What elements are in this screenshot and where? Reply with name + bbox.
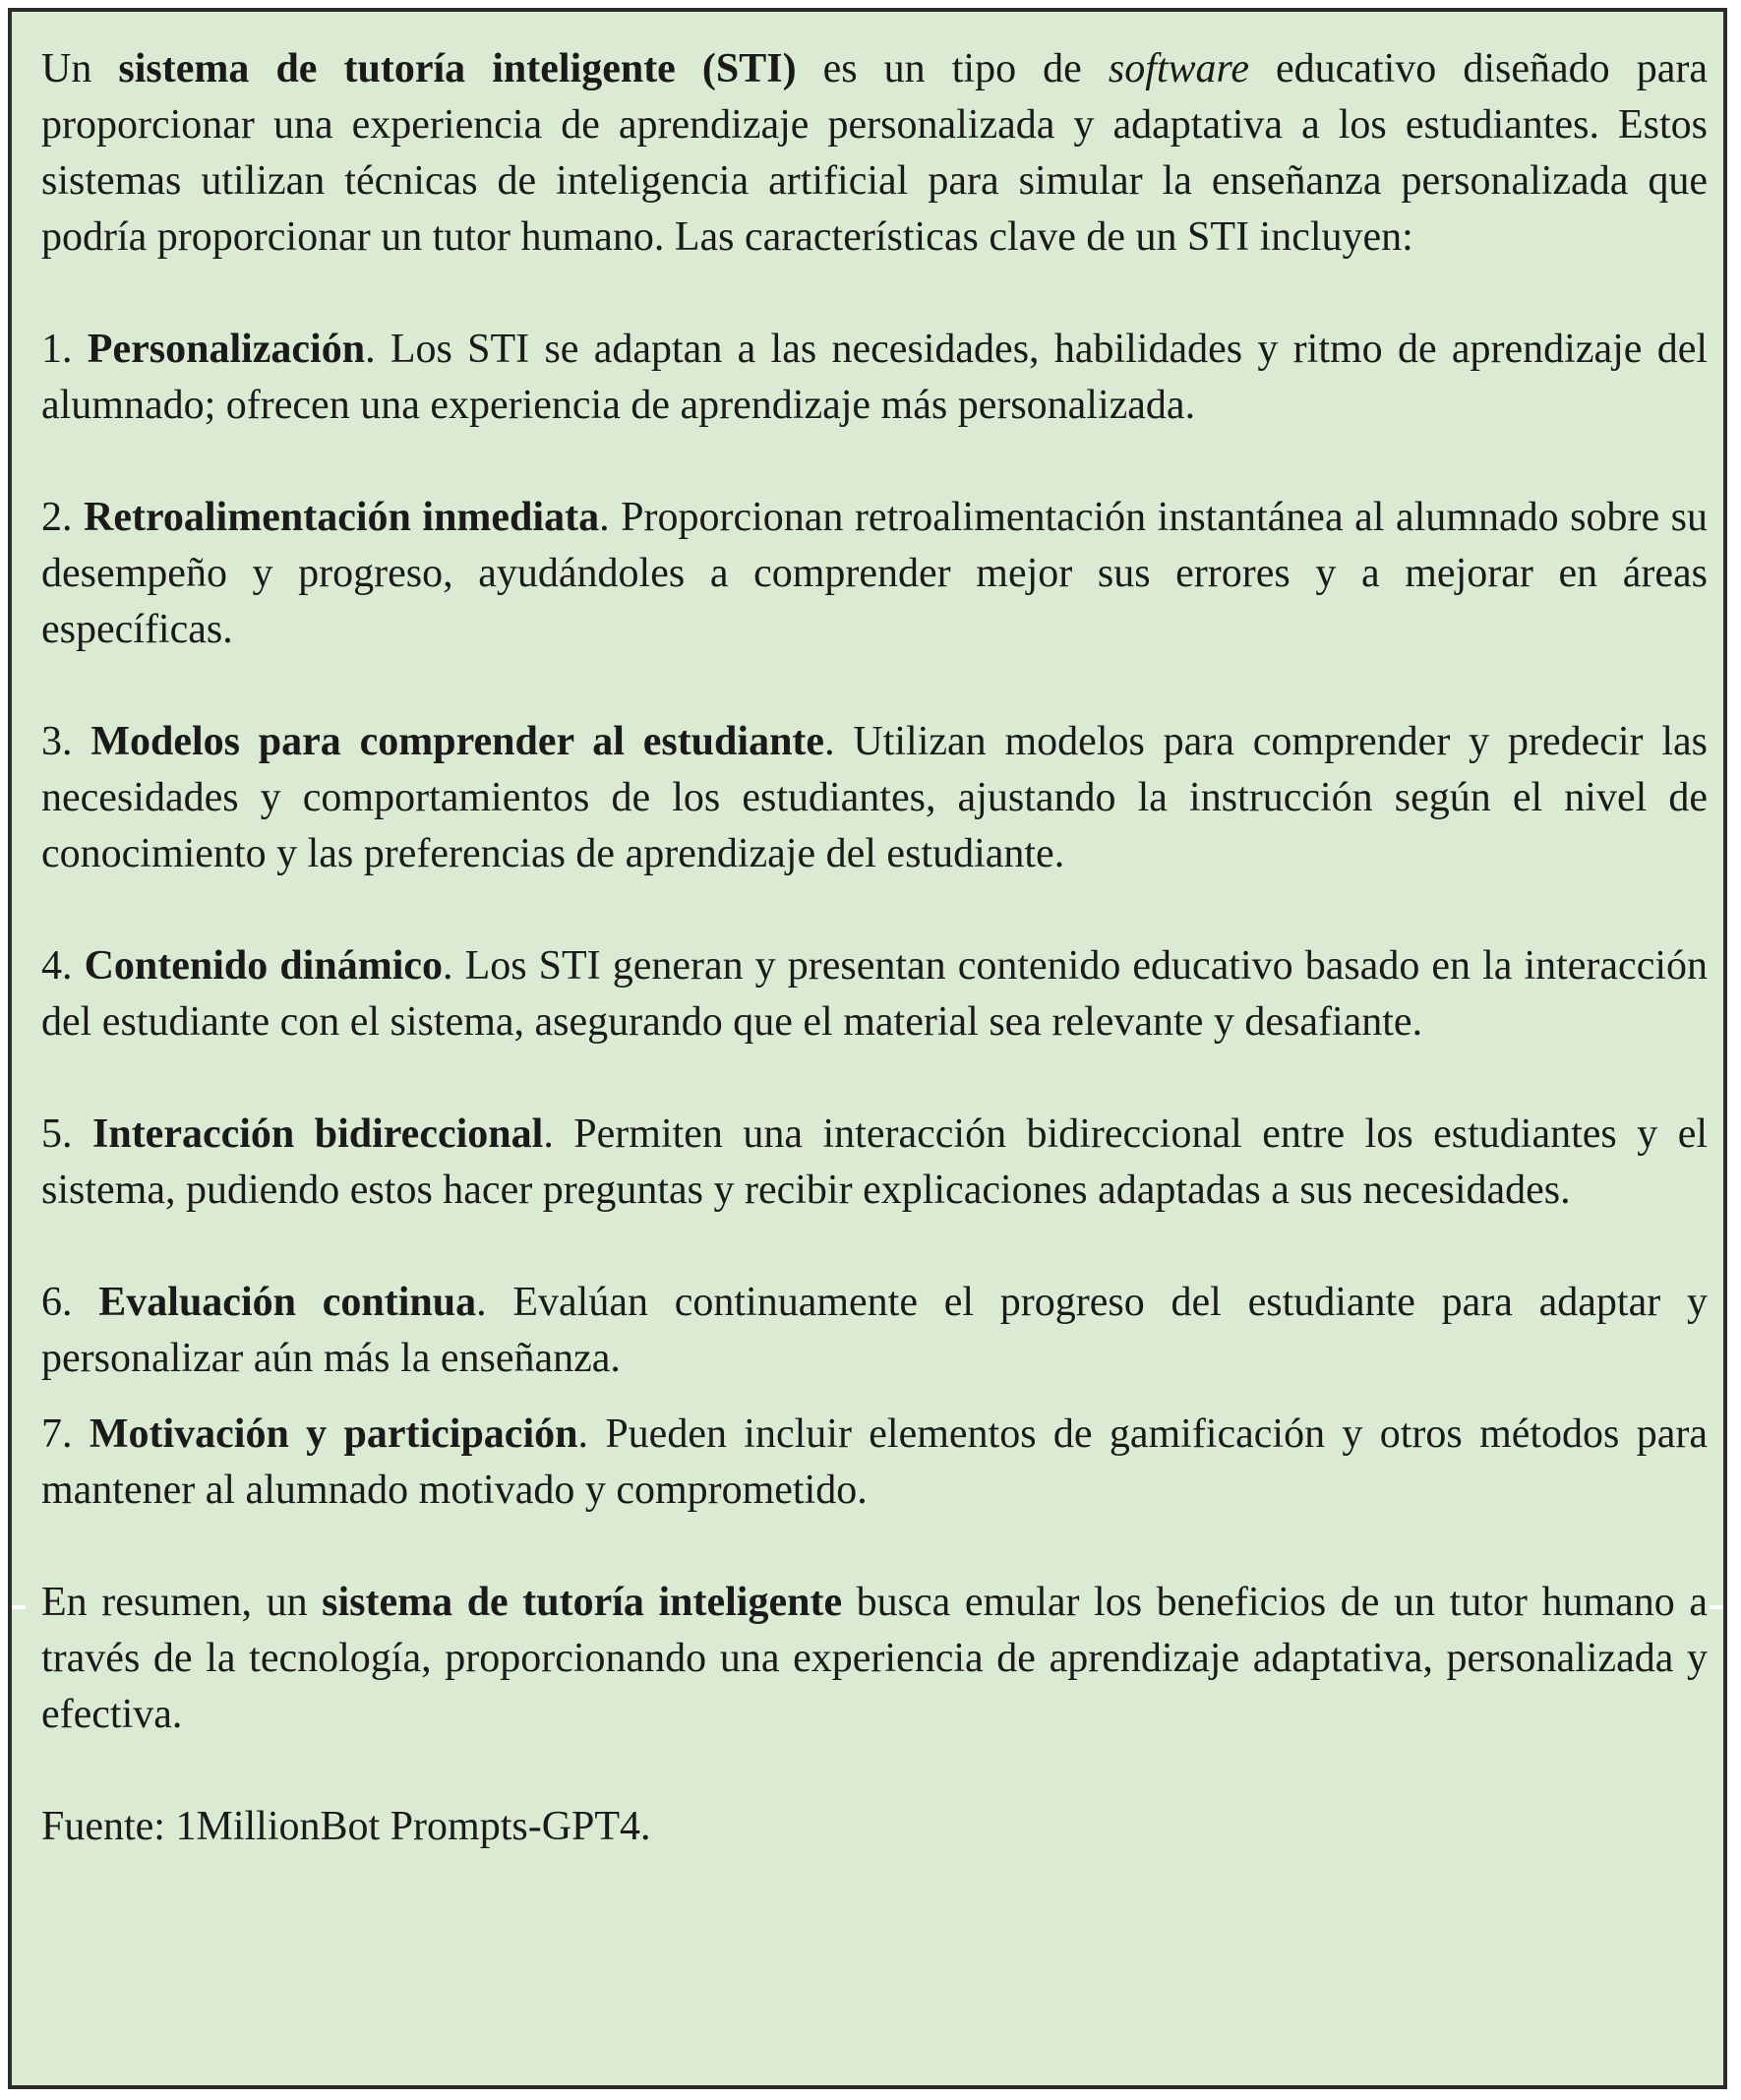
- list-item-7: [41, 1407, 1708, 1519]
- intro-paragraph: [41, 41, 1708, 266]
- list-item-2: [41, 490, 1708, 658]
- item-title: Contenido dinámico: [84, 943, 444, 989]
- summary-term: sistema de tutoría inteligente: [322, 1580, 843, 1625]
- box-seam-left: [12, 1605, 26, 1609]
- item-text: . Los STI generan y presentan contenido educativo basado en la interacción del estudiante con el sistema, asegurando que el material sea relevante y desafiante.: [41, 943, 1709, 1045]
- item-number: 6.: [41, 1280, 99, 1325]
- intro-text-2: es un tipo de: [796, 46, 1109, 91]
- text-box: [8, 8, 1727, 2089]
- item-title: Motivación y participación: [89, 1411, 578, 1457]
- source-line: Fuente: 1MillionBot Prompts-GPT4.: [41, 1804, 651, 1849]
- item-number: 7.: [41, 1411, 90, 1457]
- list-item-5: [41, 1107, 1708, 1219]
- item-number: 5.: [41, 1111, 92, 1157]
- item-number: 4.: [41, 943, 85, 989]
- list-item-1: [41, 322, 1708, 434]
- item-text: . Permiten una interacción bidireccional entre los estudiantes y el sistema, pudiendo estos hacer preguntas y recibir explicaciones adaptadas a sus necesidades.: [41, 1111, 1709, 1213]
- box-content: [41, 41, 1708, 1855]
- item-text: . Los STI se adaptan a las necesidades, habilidades y ritmo de aprendizaje del alumnado; ofrecen una experiencia de aprendizaje más personalizada.: [41, 327, 1709, 428]
- item-text: . Utilizan modelos para comprender y predecir las necesidades y comportamientos de los estudiantes, ajustando la instrucción según el nivel de conocimiento y las preferencias de aprendizaje del estudiante.: [41, 719, 1709, 876]
- intro-text-3: educativo diseñado para proporcionar una experiencia de aprendizaje personalizada y adaptativa a los estudiantes. Estos sistemas utilizan técnicas de inteligencia artificial para simular la enseñanza personalizada que podría proporcionar un tutor humano. Las características clave de un STI incluyen:: [41, 46, 1708, 260]
- item-text: . Pueden incluir elementos de gamificación y otros métodos para mantener al alumnado motivado y comprometido.: [41, 1411, 1709, 1513]
- intro-term: sistema de tutoría inteligente (STI): [118, 46, 797, 91]
- item-title: Evaluación continua: [98, 1280, 477, 1325]
- item-title: Interacción bidireccional: [91, 1111, 544, 1157]
- item-title: Modelos para comprender al estudiante: [90, 719, 825, 764]
- item-title: Retroalimentación inmediata: [84, 495, 600, 540]
- intro-italic-software: software: [1108, 46, 1249, 91]
- box-seam-right: [1710, 1605, 1723, 1609]
- intro-text-1: Un: [41, 46, 119, 91]
- list-item-6: [41, 1275, 1708, 1387]
- item-title: Personalización: [87, 327, 366, 372]
- list-item-3: [41, 714, 1708, 882]
- list-item-4: [41, 938, 1708, 1050]
- summary-text-2: busca emular los beneficios de un tutor humano a través de la tecnología, proporcionando una experiencia de aprendizaje adaptativa, personalizada y efectiva.: [41, 1580, 1708, 1737]
- item-number: 1.: [41, 327, 88, 372]
- item-text: . Evalúan continuamente el progreso del estudiante para adaptar y personalizar aún más la enseñanza.: [41, 1280, 1708, 1381]
- summary-text-1: En resumen, un: [41, 1580, 323, 1625]
- summary-paragraph: [41, 1575, 1708, 1743]
- item-number: 3.: [41, 719, 91, 764]
- item-text: . Proporcionan retroalimentación instantánea al alumnado sobre su desempeño y progreso, ayudándoles a comprender mejor sus errores y a mejorar en áreas específicas.: [41, 495, 1708, 652]
- item-number: 2.: [41, 495, 85, 540]
